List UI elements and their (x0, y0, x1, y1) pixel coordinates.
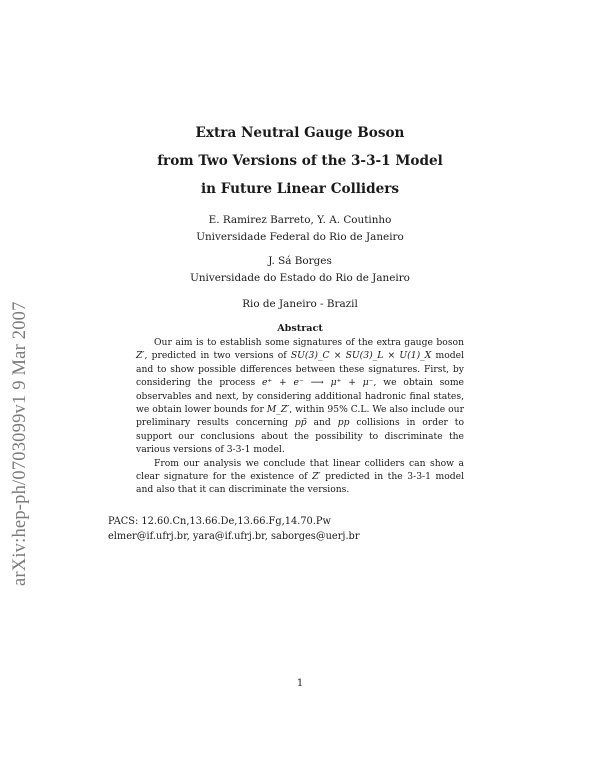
author-emails: elmer@if.ufrj.br, yara@if.ufrj.br, saborges@uerj.br (108, 531, 360, 542)
author-group-1 (0, 212, 600, 246)
abstract-body (136, 336, 464, 497)
math-ppbar: pp̄ (294, 417, 307, 429)
abstract-text: collisions in order to support our conclusions about the possibility to discriminate the various versions of 3-3-1 model. (136, 417, 465, 456)
location-text: Rio de Janeiro - Brazil (242, 298, 358, 310)
math-zprime: Z′ (136, 350, 145, 362)
abstract-paragraph-2 (136, 457, 464, 497)
pacs-codes: PACS: 12.60.Cn,13.66.De,13.66.Fg,14.70.Pw (108, 516, 331, 527)
abstract-text: and (306, 417, 338, 429)
math-pp: pp (337, 417, 350, 429)
paper-title (0, 119, 600, 203)
abstract-text: , predicted in two versions of (144, 350, 291, 362)
author-group-2 (0, 253, 600, 287)
abstract-text: model and to show possible differences between these signatures. First, by considering the process (136, 350, 465, 389)
title-line-2: from Two Versions of the 3-3-1 Model (157, 153, 443, 169)
arxiv-identifier-stamp: arXiv:hep-ph/0703099v1 9 Mar 2007 (10, 301, 30, 586)
math-zprime: Z′ (312, 471, 321, 483)
abstract-text: , within 95% C.L. We also include our preliminary results concerning (136, 404, 464, 429)
abstract-text: predicted in the 3-3-1 model and also that it can discriminate the versions. (136, 471, 465, 496)
math-mass-zprime: M_Z′ (266, 404, 290, 416)
abstract-paragraph-1 (136, 336, 464, 457)
math-gauge-group: SU(3)_C × SU(3)_L × U(1)_X (290, 350, 432, 362)
footnotes (108, 514, 360, 544)
author-names-2: J. Sá Borges (268, 255, 332, 267)
abstract-text: From our analysis we conclude that linear colliders can show a clear signature for the existence of (136, 457, 464, 483)
page-number: 1 (296, 678, 304, 689)
author-affiliation-1: Universidade Federal do Rio de Janeiro (196, 231, 404, 243)
math-process: e⁺ + e⁻ ⟶ μ⁺ + μ⁻ (261, 377, 374, 389)
author-affiliation-2: Universidade do Estado do Rio de Janeiro (190, 272, 410, 284)
author-names-1: E. Ramirez Barreto, Y. A. Coutinho (208, 214, 392, 226)
abstract-heading: Abstract (277, 323, 323, 334)
title-line-3: in Future Linear Colliders (200, 181, 400, 197)
title-line-1: Extra Neutral Gauge Boson (195, 125, 405, 141)
abstract-text: Our aim is to establish some signatures of the extra gauge boson (154, 337, 464, 348)
abstract-text: , we obtain some observables and next, by considering additional hadronic final states, we obtain lower bounds for (136, 377, 464, 416)
author-location (0, 296, 600, 313)
